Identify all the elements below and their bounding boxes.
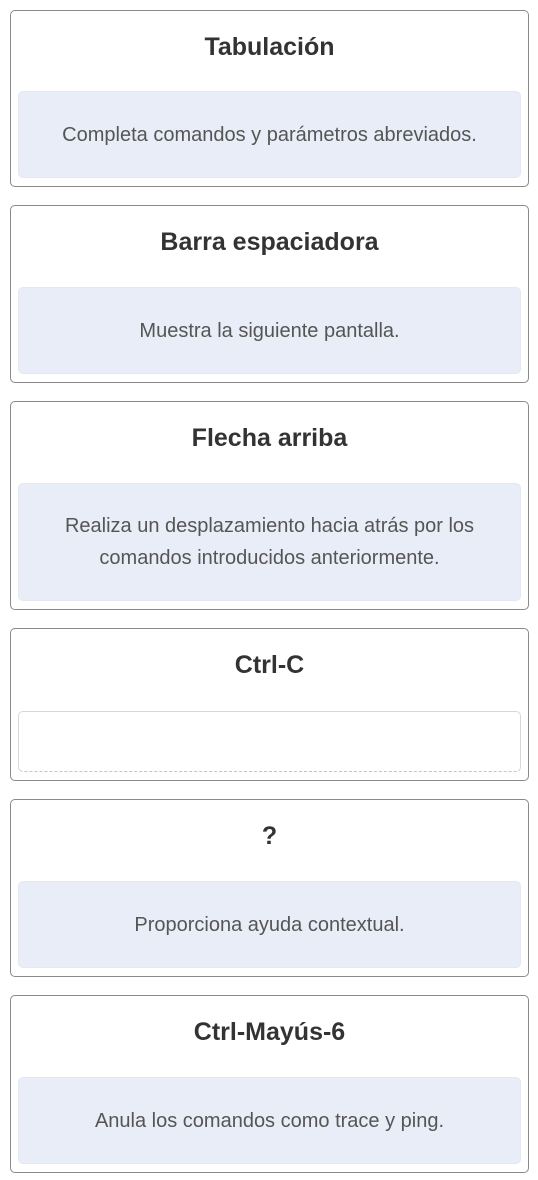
match-card-question-mark — [10, 799, 529, 977]
answer-drop-zone[interactable]: Anula los comandos como trace y ping. — [18, 1077, 521, 1164]
match-card-ctrl-c — [10, 628, 529, 781]
answer-drop-zone[interactable]: Proporciona ayuda contextual. — [18, 881, 521, 968]
match-card-tabulacion — [10, 10, 529, 187]
answer-drop-zone[interactable]: Completa comandos y parámetros abreviados. — [18, 91, 521, 178]
card-title: Flecha arriba — [191, 424, 348, 452]
match-card-ctrl-mayus-6 — [10, 995, 529, 1173]
card-title: Ctrl-C — [234, 651, 305, 679]
match-card-flecha-arriba — [10, 401, 529, 610]
answer-drop-zone[interactable]: Realiza un desplazamiento hacia atrás por los comandos introducidos anteriormente. — [18, 483, 521, 601]
card-title: Ctrl-Mayús-6 — [193, 1018, 346, 1046]
answer-drop-zone[interactable]: Muestra la siguiente pantalla. — [18, 287, 521, 374]
card-title: Barra espaciadora — [160, 228, 379, 256]
match-card-barra-espaciadora — [10, 205, 529, 383]
empty-answer-drop-zone[interactable] — [18, 711, 521, 772]
card-title: Tabulación — [204, 33, 335, 61]
card-title: ? — [261, 822, 278, 850]
